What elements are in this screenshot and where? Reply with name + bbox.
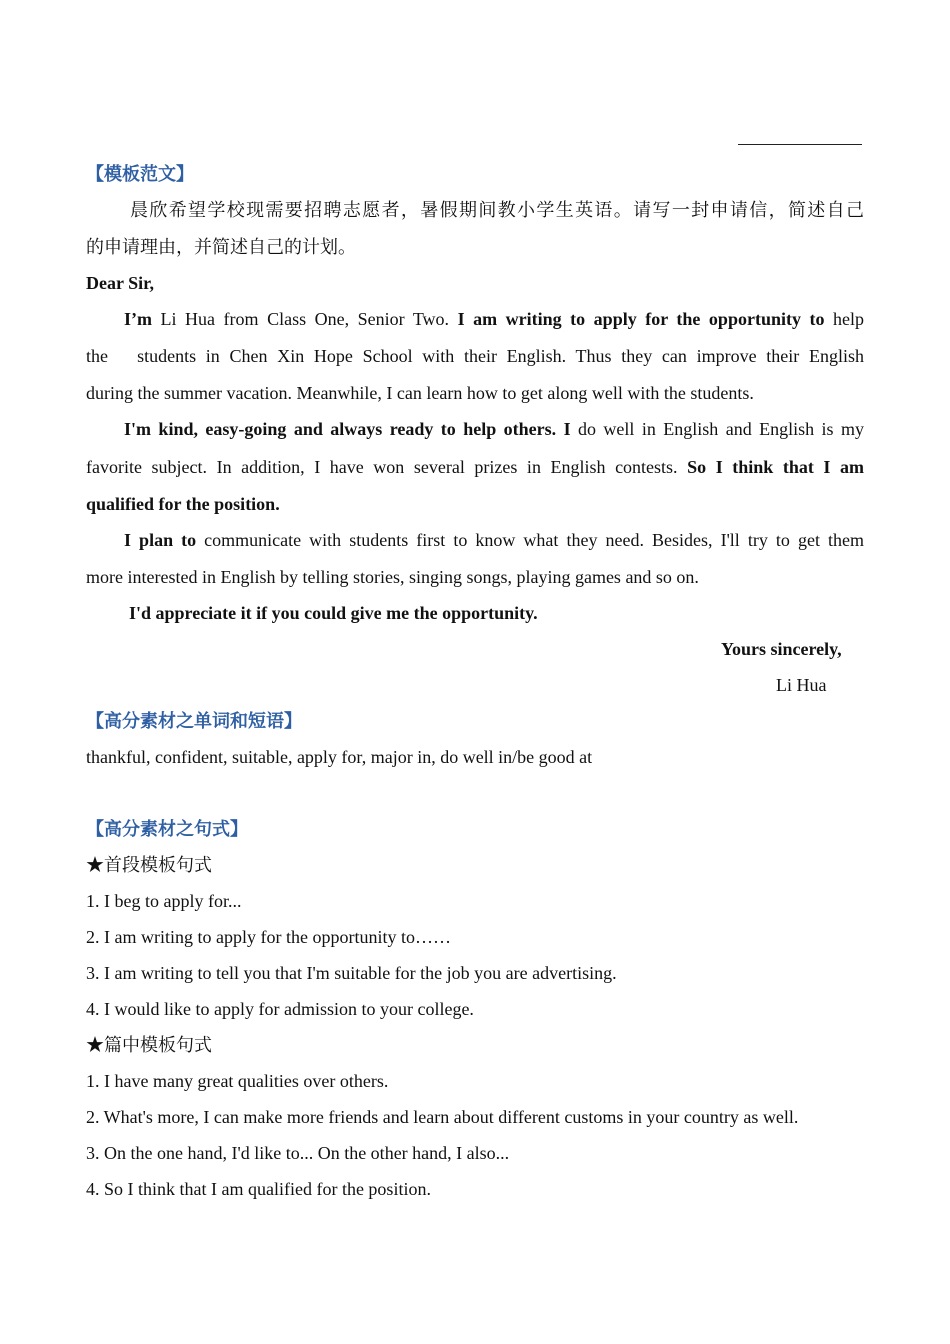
section-middle-title: ★篇中模板句式	[86, 1035, 212, 1055]
prompt-line-1: 晨欣希望学校现需要招聘志愿者，暑假期间教小学生英语。请写一封申请信，简述自己	[130, 200, 864, 220]
heading-template: 【模板范文】	[86, 164, 194, 184]
section-opening-title: ★首段模板句式	[86, 855, 212, 875]
salutation: Dear Sir,	[86, 273, 155, 293]
para1-line2: the students in Chen Xin Hope School with their English. Thus they can improve their English	[86, 346, 864, 366]
para2-line2-bold: So I think that I am	[687, 457, 864, 477]
list-item: 1. I beg to apply for...	[86, 891, 242, 911]
para2-line2	[86, 455, 864, 479]
para2-line2-text: favorite subject. In addition, I have won several prizes in English contests.	[86, 457, 688, 477]
para2-bold: I'm kind, easy-going and always ready to help others. I	[124, 419, 571, 439]
para1-text1: Li Hua from Class One, Senior Two.	[152, 309, 458, 329]
header-rule	[738, 144, 862, 145]
para3-bold: I plan to	[124, 530, 197, 550]
para2-text: do well in English and English is my	[570, 419, 864, 439]
list-item: 2. I am writing to apply for the opportunity to……	[86, 927, 451, 947]
prompt-line-2: 的申请理由，并简述自己的计划。	[86, 237, 356, 257]
para1-text2: help	[824, 309, 865, 329]
signature: Li Hua	[776, 675, 827, 695]
list-item: 4. I would like to apply for admission to your college.	[86, 999, 474, 1019]
para3-text: communicate with students first to know what they need. Besides, I'll try to get them	[196, 530, 864, 550]
list-item: 3. I am writing to tell you that I'm suitable for the job you are advertising.	[86, 963, 617, 983]
list-item: 2. What's more, I can make more friends and learn about different customs in your country as well.	[86, 1107, 799, 1127]
list-item: 4. So I think that I am qualified for the position.	[86, 1179, 431, 1199]
para2-line3: qualified for the position.	[86, 494, 280, 514]
list-item: 3. On the one hand, I'd like to... On the other hand, I also...	[86, 1143, 510, 1163]
list-item: 1. I have many great qualities over others.	[86, 1071, 389, 1091]
para1-line3: during the summer vacation. Meanwhile, I can learn how to get along well with the students.	[86, 383, 754, 403]
para3-line1	[86, 528, 864, 552]
para2-line1	[86, 417, 864, 441]
para1-line1	[86, 307, 864, 331]
para1-bold-im: I’m	[124, 309, 152, 329]
signoff: Yours sincerely,	[721, 639, 842, 659]
heading-words: 【高分素材之单词和短语】	[86, 711, 302, 731]
words-list: thankful, confident, suitable, apply for, major in, do well in/be good at	[86, 747, 593, 767]
closing-line: I'd appreciate it if you could give me the opportunity.	[129, 603, 538, 623]
para3-line2: more interested in English by telling stories, singing songs, playing games and so on.	[86, 567, 699, 587]
para1-bold-apply: I am writing to apply for the opportunity to	[457, 309, 825, 329]
heading-sentences: 【高分素材之句式】	[86, 819, 248, 839]
